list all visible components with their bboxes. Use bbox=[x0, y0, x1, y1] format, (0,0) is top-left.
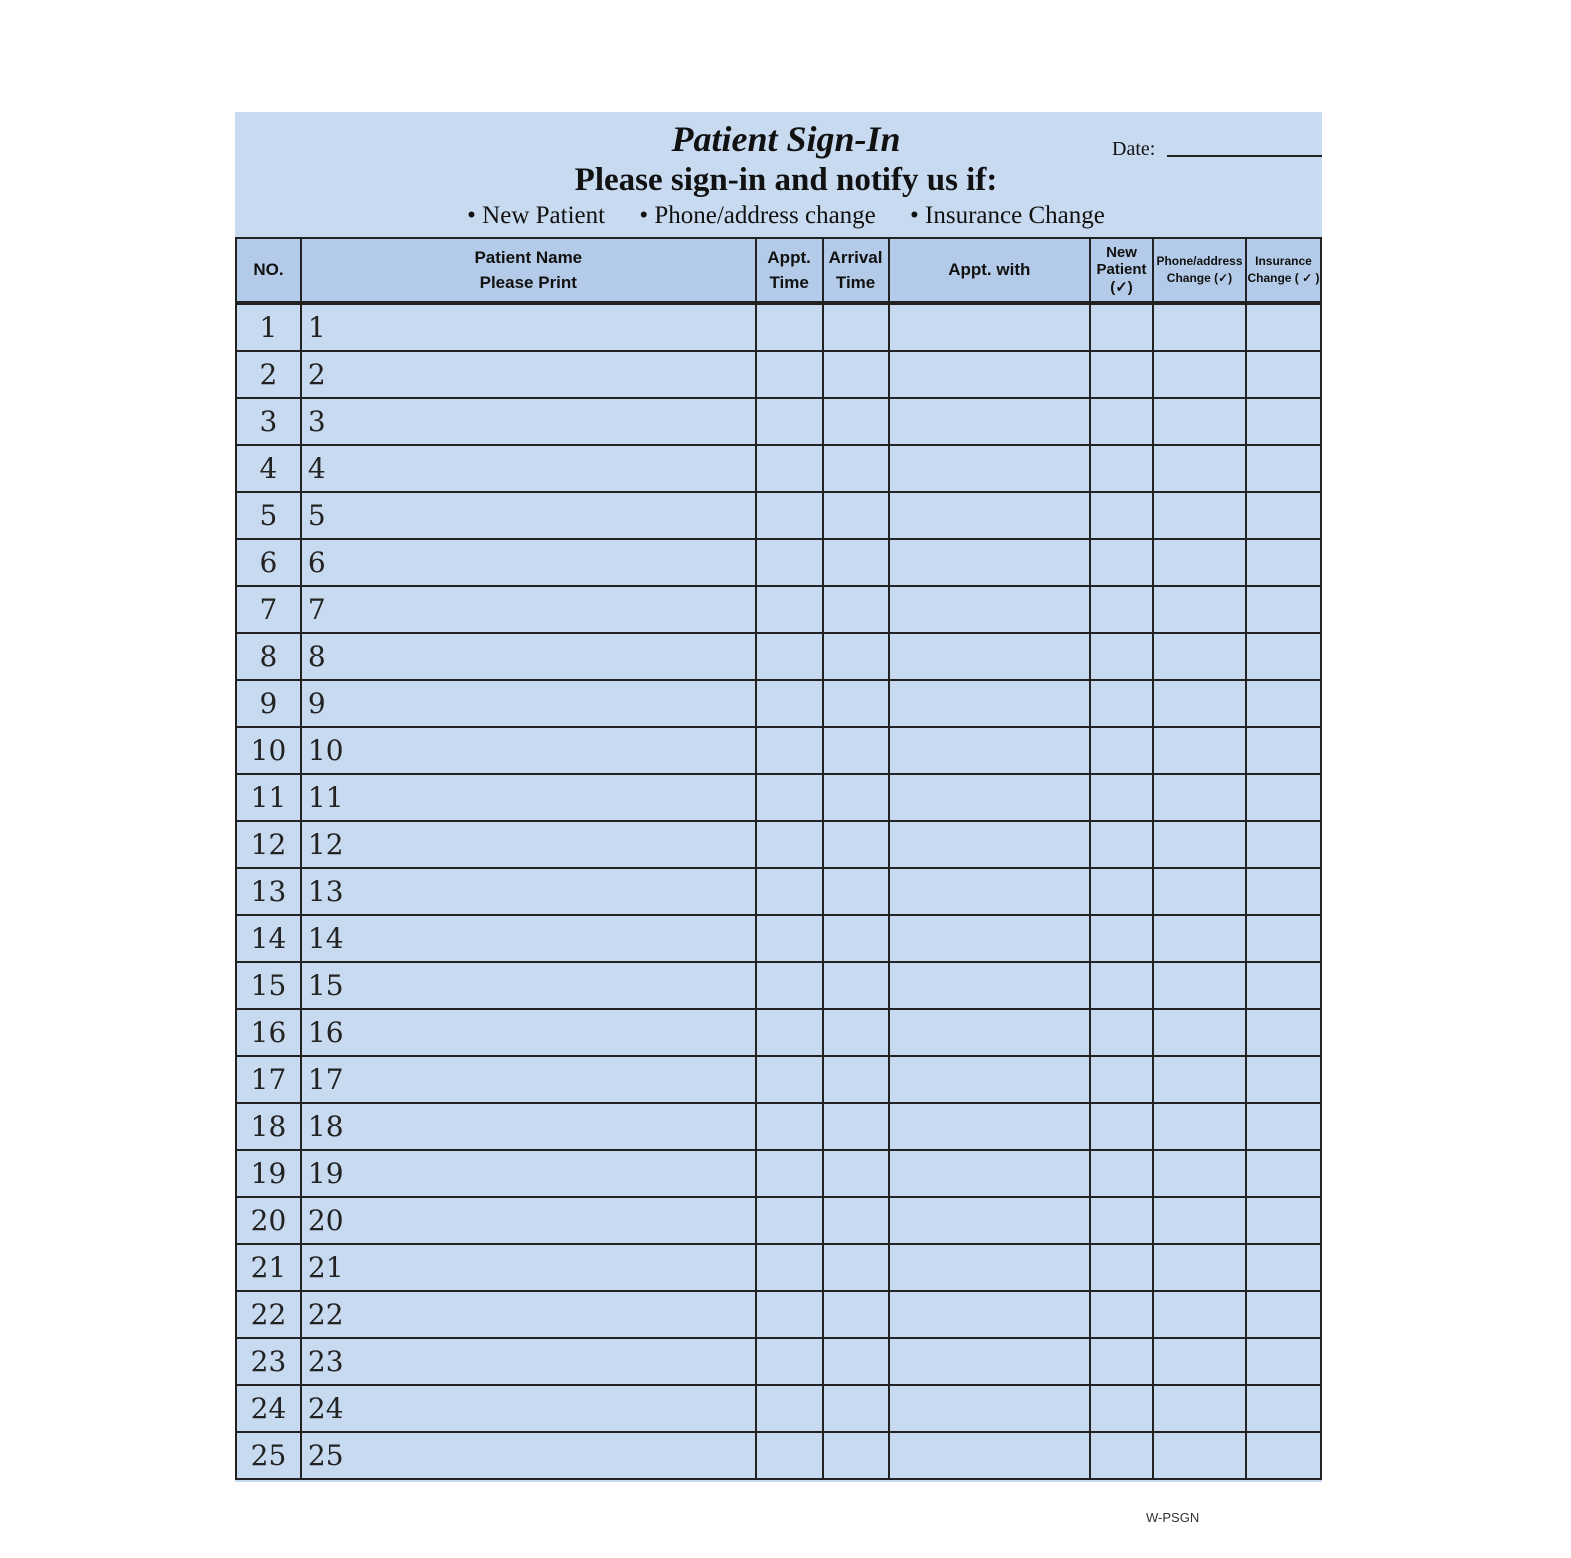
new-patient-checkbox[interactable] bbox=[1090, 821, 1153, 868]
arrival-time-cell[interactable] bbox=[823, 774, 889, 821]
table-row bbox=[236, 1103, 1321, 1150]
new-patient-checkbox[interactable] bbox=[1090, 1244, 1153, 1291]
row-number: 20 bbox=[236, 1197, 301, 1244]
insurance-checkbox[interactable] bbox=[1246, 1103, 1321, 1150]
table-row bbox=[236, 915, 1321, 962]
appt-time-cell[interactable] bbox=[756, 1291, 823, 1338]
table-row bbox=[236, 1197, 1321, 1244]
phone-address-checkbox[interactable] bbox=[1153, 962, 1246, 1009]
new-patient-checkbox[interactable] bbox=[1090, 1385, 1153, 1432]
appt-time-cell[interactable] bbox=[756, 1103, 823, 1150]
table-row bbox=[236, 868, 1321, 915]
insurance-checkbox[interactable] bbox=[1246, 633, 1321, 680]
row-number: 13 bbox=[236, 868, 301, 915]
insurance-checkbox[interactable] bbox=[1246, 1385, 1321, 1432]
insurance-checkbox[interactable] bbox=[1246, 303, 1321, 351]
row-number: 22 bbox=[236, 1291, 301, 1338]
phone-address-checkbox[interactable] bbox=[1153, 1432, 1246, 1479]
phone-address-checkbox[interactable] bbox=[1153, 445, 1246, 492]
table-row bbox=[236, 1150, 1321, 1197]
new-patient-checkbox[interactable] bbox=[1090, 915, 1153, 962]
new-patient-checkbox[interactable] bbox=[1090, 445, 1153, 492]
patient-name-cell[interactable]: 16 bbox=[301, 1009, 756, 1056]
table-row bbox=[236, 1244, 1321, 1291]
table-row bbox=[236, 680, 1321, 727]
patient-name-cell[interactable]: 24 bbox=[301, 1385, 756, 1432]
phone-address-checkbox[interactable] bbox=[1153, 398, 1246, 445]
appt-time-cell[interactable] bbox=[756, 727, 823, 774]
new-patient-checkbox[interactable] bbox=[1090, 774, 1153, 821]
appt-with-cell[interactable] bbox=[889, 1291, 1091, 1338]
phone-address-checkbox[interactable] bbox=[1153, 1197, 1246, 1244]
phone-address-checkbox[interactable] bbox=[1153, 868, 1246, 915]
appt-with-cell[interactable] bbox=[889, 492, 1091, 539]
new-patient-checkbox[interactable] bbox=[1090, 1432, 1153, 1479]
appt-time-cell[interactable] bbox=[756, 1338, 823, 1385]
patient-name-cell[interactable]: 2 bbox=[301, 351, 756, 398]
arrival-time-cell[interactable] bbox=[823, 680, 889, 727]
patient-name-cell[interactable]: 22 bbox=[301, 1291, 756, 1338]
reason-new-patient: • New Patient bbox=[467, 202, 606, 229]
patient-name-cell[interactable]: 17 bbox=[301, 1056, 756, 1103]
phone-address-checkbox[interactable] bbox=[1153, 1385, 1246, 1432]
appt-with-cell[interactable] bbox=[889, 303, 1091, 351]
appt-time-cell[interactable] bbox=[756, 398, 823, 445]
arrival-time-cell[interactable] bbox=[823, 1009, 889, 1056]
row-number: 8 bbox=[236, 633, 301, 680]
arrival-time-cell[interactable] bbox=[823, 1244, 889, 1291]
insurance-checkbox[interactable] bbox=[1246, 1056, 1321, 1103]
phone-address-checkbox[interactable] bbox=[1153, 1150, 1246, 1197]
appt-with-cell[interactable] bbox=[889, 1197, 1091, 1244]
insurance-checkbox[interactable] bbox=[1246, 539, 1321, 586]
col-appt-time: Appt. Time bbox=[756, 238, 823, 303]
col-phone-address-change: Phone/address Change (✓) bbox=[1153, 238, 1246, 303]
table-row bbox=[236, 633, 1321, 680]
appt-with-cell[interactable] bbox=[889, 539, 1091, 586]
patient-name-cell[interactable]: 4 bbox=[301, 445, 756, 492]
arrival-time-cell[interactable] bbox=[823, 821, 889, 868]
row-number: 5 bbox=[236, 492, 301, 539]
table-row bbox=[236, 445, 1321, 492]
new-patient-checkbox[interactable] bbox=[1090, 1150, 1153, 1197]
row-number: 3 bbox=[236, 398, 301, 445]
new-patient-checkbox[interactable] bbox=[1090, 586, 1153, 633]
row-number: 9 bbox=[236, 680, 301, 727]
phone-address-checkbox[interactable] bbox=[1153, 633, 1246, 680]
patient-name-cell[interactable]: 10 bbox=[301, 727, 756, 774]
date-label: Date: bbox=[1112, 138, 1156, 160]
phone-address-checkbox[interactable] bbox=[1153, 492, 1246, 539]
table-row bbox=[236, 303, 1321, 351]
reason-insurance: • Insurance Change bbox=[910, 202, 1105, 229]
appt-with-cell[interactable] bbox=[889, 586, 1091, 633]
patient-name-cell[interactable]: 6 bbox=[301, 539, 756, 586]
new-patient-checkbox[interactable] bbox=[1090, 962, 1153, 1009]
patient-name-cell[interactable]: 7 bbox=[301, 586, 756, 633]
arrival-time-cell[interactable] bbox=[823, 303, 889, 351]
patient-name-cell[interactable]: 15 bbox=[301, 962, 756, 1009]
appt-time-cell[interactable] bbox=[756, 680, 823, 727]
notify-reasons bbox=[236, 202, 1336, 230]
insurance-checkbox[interactable] bbox=[1246, 445, 1321, 492]
appt-time-cell[interactable] bbox=[756, 1244, 823, 1291]
arrival-time-cell[interactable] bbox=[823, 351, 889, 398]
appt-time-cell[interactable] bbox=[756, 1385, 823, 1432]
patient-name-cell[interactable]: 18 bbox=[301, 1103, 756, 1150]
new-patient-checkbox[interactable] bbox=[1090, 351, 1153, 398]
appt-with-cell[interactable] bbox=[889, 680, 1091, 727]
table-row bbox=[236, 821, 1321, 868]
patient-name-cell[interactable]: 14 bbox=[301, 915, 756, 962]
row-number: 25 bbox=[236, 1432, 301, 1479]
patient-name-cell[interactable]: 9 bbox=[301, 680, 756, 727]
insurance-checkbox[interactable] bbox=[1246, 351, 1321, 398]
appt-with-cell[interactable] bbox=[889, 1056, 1091, 1103]
patient-name-cell[interactable]: 12 bbox=[301, 821, 756, 868]
appt-with-cell[interactable] bbox=[889, 1432, 1091, 1479]
arrival-time-cell[interactable] bbox=[823, 1056, 889, 1103]
new-patient-checkbox[interactable] bbox=[1090, 492, 1153, 539]
appt-time-cell[interactable] bbox=[756, 633, 823, 680]
new-patient-checkbox[interactable] bbox=[1090, 727, 1153, 774]
arrival-time-cell[interactable] bbox=[823, 539, 889, 586]
new-patient-checkbox[interactable] bbox=[1090, 868, 1153, 915]
row-number: 23 bbox=[236, 1338, 301, 1385]
appt-with-cell[interactable] bbox=[889, 398, 1091, 445]
appt-with-cell[interactable] bbox=[889, 1009, 1091, 1056]
patient-name-cell[interactable]: 5 bbox=[301, 492, 756, 539]
row-number: 6 bbox=[236, 539, 301, 586]
insurance-checkbox[interactable] bbox=[1246, 680, 1321, 727]
table-row bbox=[236, 1056, 1321, 1103]
appt-time-cell[interactable] bbox=[756, 586, 823, 633]
appt-with-cell[interactable] bbox=[889, 821, 1091, 868]
phone-address-checkbox[interactable] bbox=[1153, 1103, 1246, 1150]
appt-time-cell[interactable] bbox=[756, 1150, 823, 1197]
appt-with-cell[interactable] bbox=[889, 727, 1091, 774]
patient-name-cell[interactable]: 25 bbox=[301, 1432, 756, 1479]
col-patient-name: Patient Name Please Print bbox=[301, 238, 756, 303]
patient-name-cell[interactable]: 19 bbox=[301, 1150, 756, 1197]
phone-address-checkbox[interactable] bbox=[1153, 539, 1246, 586]
arrival-time-cell[interactable] bbox=[823, 915, 889, 962]
col-no: NO. bbox=[236, 238, 301, 303]
table-row bbox=[236, 1432, 1321, 1479]
table-row bbox=[236, 539, 1321, 586]
appt-with-cell[interactable] bbox=[889, 1385, 1091, 1432]
row-number: 11 bbox=[236, 774, 301, 821]
arrival-time-cell[interactable] bbox=[823, 1103, 889, 1150]
row-number: 24 bbox=[236, 1385, 301, 1432]
row-number: 2 bbox=[236, 351, 301, 398]
phone-address-checkbox[interactable] bbox=[1153, 1338, 1246, 1385]
patient-name-cell[interactable]: 21 bbox=[301, 1244, 756, 1291]
arrival-time-cell[interactable] bbox=[823, 1197, 889, 1244]
insurance-checkbox[interactable] bbox=[1246, 727, 1321, 774]
row-number: 19 bbox=[236, 1150, 301, 1197]
appt-with-cell[interactable] bbox=[889, 445, 1091, 492]
appt-with-cell[interactable] bbox=[889, 868, 1091, 915]
patient-name-cell[interactable]: 13 bbox=[301, 868, 756, 915]
appt-with-cell[interactable] bbox=[889, 915, 1091, 962]
table-row bbox=[236, 962, 1321, 1009]
appt-time-cell[interactable] bbox=[756, 303, 823, 351]
insurance-checkbox[interactable] bbox=[1246, 1009, 1321, 1056]
appt-with-cell[interactable] bbox=[889, 962, 1091, 1009]
insurance-checkbox[interactable] bbox=[1246, 1197, 1321, 1244]
table-row bbox=[236, 774, 1321, 821]
insurance-checkbox[interactable] bbox=[1246, 1291, 1321, 1338]
form-title: Patient Sign-In bbox=[671, 119, 901, 159]
phone-address-checkbox[interactable] bbox=[1153, 303, 1246, 351]
insurance-checkbox[interactable] bbox=[1246, 1244, 1321, 1291]
appt-with-cell[interactable] bbox=[889, 1244, 1091, 1291]
col-insurance-change: Insurance Change ( ✓ ) bbox=[1246, 238, 1321, 303]
insurance-checkbox[interactable] bbox=[1246, 915, 1321, 962]
insurance-checkbox[interactable] bbox=[1246, 821, 1321, 868]
col-appt-with: Appt. with bbox=[889, 238, 1091, 303]
appt-time-cell[interactable] bbox=[756, 774, 823, 821]
phone-address-checkbox[interactable] bbox=[1153, 1009, 1246, 1056]
new-patient-checkbox[interactable] bbox=[1090, 1056, 1153, 1103]
row-number: 10 bbox=[236, 727, 301, 774]
appt-with-cell[interactable] bbox=[889, 633, 1091, 680]
appt-time-cell[interactable] bbox=[756, 492, 823, 539]
table-header bbox=[236, 238, 1321, 303]
appt-time-cell[interactable] bbox=[756, 915, 823, 962]
insurance-checkbox[interactable] bbox=[1246, 492, 1321, 539]
phone-address-checkbox[interactable] bbox=[1153, 1056, 1246, 1103]
insurance-checkbox[interactable] bbox=[1246, 398, 1321, 445]
appt-with-cell[interactable] bbox=[889, 1150, 1091, 1197]
arrival-time-cell[interactable] bbox=[823, 633, 889, 680]
table-row bbox=[236, 492, 1321, 539]
new-patient-checkbox[interactable] bbox=[1090, 680, 1153, 727]
form-code: W-PSGN bbox=[1146, 1510, 1200, 1525]
appt-time-cell[interactable] bbox=[756, 962, 823, 1009]
new-patient-checkbox[interactable] bbox=[1090, 1291, 1153, 1338]
row-number: 16 bbox=[236, 1009, 301, 1056]
appt-time-cell[interactable] bbox=[756, 868, 823, 915]
appt-time-cell[interactable] bbox=[756, 1197, 823, 1244]
date-field[interactable] bbox=[1167, 155, 1322, 157]
phone-address-checkbox[interactable] bbox=[1153, 1244, 1246, 1291]
form-subtitle: Please sign-in and notify us if: bbox=[574, 162, 998, 198]
phone-address-checkbox[interactable] bbox=[1153, 774, 1246, 821]
reason-phone-address: • Phone/address change bbox=[639, 202, 876, 229]
table-row bbox=[236, 727, 1321, 774]
arrival-time-cell[interactable] bbox=[823, 1432, 889, 1479]
phone-address-checkbox[interactable] bbox=[1153, 821, 1246, 868]
arrival-time-cell[interactable] bbox=[823, 445, 889, 492]
row-number: 4 bbox=[236, 445, 301, 492]
table-row bbox=[236, 351, 1321, 398]
arrival-time-cell[interactable] bbox=[823, 586, 889, 633]
col-arrival-time: Arrival Time bbox=[823, 238, 889, 303]
arrival-time-cell[interactable] bbox=[823, 727, 889, 774]
arrival-time-cell[interactable] bbox=[823, 868, 889, 915]
new-patient-checkbox[interactable] bbox=[1090, 1103, 1153, 1150]
arrival-time-cell[interactable] bbox=[823, 1291, 889, 1338]
patient-name-cell[interactable]: 20 bbox=[301, 1197, 756, 1244]
patient-name-cell[interactable]: 8 bbox=[301, 633, 756, 680]
table-row bbox=[236, 1338, 1321, 1385]
insurance-checkbox[interactable] bbox=[1246, 962, 1321, 1009]
phone-address-checkbox[interactable] bbox=[1153, 351, 1246, 398]
sign-in-table bbox=[235, 237, 1322, 1480]
phone-address-checkbox[interactable] bbox=[1153, 915, 1246, 962]
table-row bbox=[236, 586, 1321, 633]
row-number: 15 bbox=[236, 962, 301, 1009]
arrival-time-cell[interactable] bbox=[823, 492, 889, 539]
patient-name-cell[interactable]: 3 bbox=[301, 398, 756, 445]
patient-name-cell[interactable]: 23 bbox=[301, 1338, 756, 1385]
new-patient-checkbox[interactable] bbox=[1090, 1197, 1153, 1244]
row-number: 18 bbox=[236, 1103, 301, 1150]
row-number: 14 bbox=[236, 915, 301, 962]
row-number: 17 bbox=[236, 1056, 301, 1103]
insurance-checkbox[interactable] bbox=[1246, 586, 1321, 633]
insurance-checkbox[interactable] bbox=[1246, 1338, 1321, 1385]
appt-time-cell[interactable] bbox=[756, 539, 823, 586]
new-patient-checkbox[interactable] bbox=[1090, 633, 1153, 680]
new-patient-checkbox[interactable] bbox=[1090, 539, 1153, 586]
appt-with-cell[interactable] bbox=[889, 774, 1091, 821]
patient-name-cell[interactable]: 1 bbox=[301, 303, 756, 351]
appt-time-cell[interactable] bbox=[756, 351, 823, 398]
phone-address-checkbox[interactable] bbox=[1153, 727, 1246, 774]
insurance-checkbox[interactable] bbox=[1246, 774, 1321, 821]
col-new-patient: New Patient (✓) bbox=[1090, 238, 1153, 303]
phone-address-checkbox[interactable] bbox=[1153, 680, 1246, 727]
arrival-time-cell[interactable] bbox=[823, 1385, 889, 1432]
new-patient-checkbox[interactable] bbox=[1090, 1009, 1153, 1056]
patient-name-cell[interactable]: 11 bbox=[301, 774, 756, 821]
table-row bbox=[236, 398, 1321, 445]
appt-time-cell[interactable] bbox=[756, 1009, 823, 1056]
new-patient-checkbox[interactable] bbox=[1090, 398, 1153, 445]
arrival-time-cell[interactable] bbox=[823, 1338, 889, 1385]
row-number: 21 bbox=[236, 1244, 301, 1291]
phone-address-checkbox[interactable] bbox=[1153, 1291, 1246, 1338]
arrival-time-cell[interactable] bbox=[823, 962, 889, 1009]
arrival-time-cell[interactable] bbox=[823, 1150, 889, 1197]
row-number: 1 bbox=[236, 303, 301, 351]
new-patient-checkbox[interactable] bbox=[1090, 303, 1153, 351]
arrival-time-cell[interactable] bbox=[823, 398, 889, 445]
table-row bbox=[236, 1385, 1321, 1432]
appt-time-cell[interactable] bbox=[756, 821, 823, 868]
appt-time-cell[interactable] bbox=[756, 1432, 823, 1479]
row-number: 12 bbox=[236, 821, 301, 868]
row-number: 7 bbox=[236, 586, 301, 633]
phone-address-checkbox[interactable] bbox=[1153, 586, 1246, 633]
appt-time-cell[interactable] bbox=[756, 1056, 823, 1103]
appt-with-cell[interactable] bbox=[889, 1338, 1091, 1385]
table-row bbox=[236, 1009, 1321, 1056]
insurance-checkbox[interactable] bbox=[1246, 868, 1321, 915]
new-patient-checkbox[interactable] bbox=[1090, 1338, 1153, 1385]
appt-time-cell[interactable] bbox=[756, 445, 823, 492]
appt-with-cell[interactable] bbox=[889, 351, 1091, 398]
insurance-checkbox[interactable] bbox=[1246, 1150, 1321, 1197]
appt-with-cell[interactable] bbox=[889, 1103, 1091, 1150]
insurance-checkbox[interactable] bbox=[1246, 1432, 1321, 1479]
table-row bbox=[236, 1291, 1321, 1338]
